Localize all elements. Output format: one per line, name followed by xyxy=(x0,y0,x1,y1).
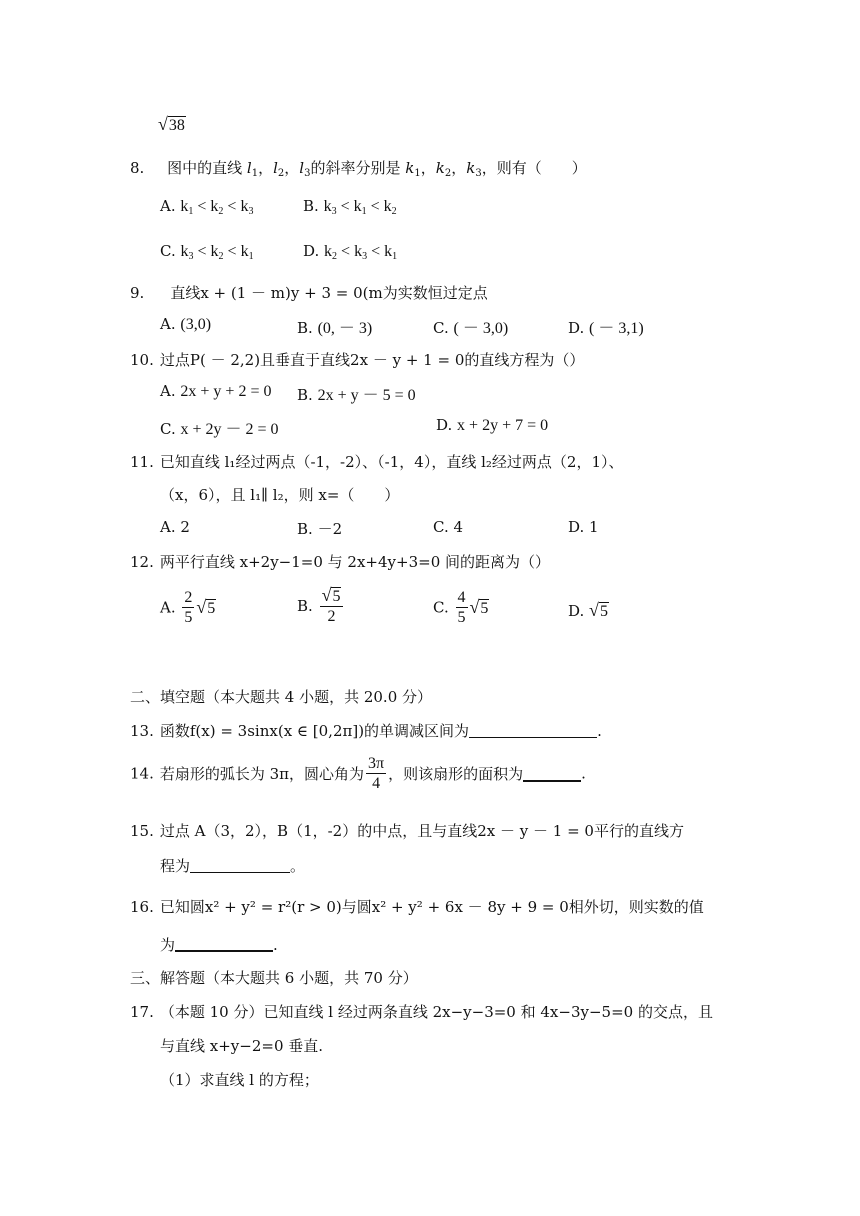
q8-option-c[interactable]: C. $k_3 < k_2 < k_1$ xyxy=(160,242,254,262)
question-11: 11. 已知直线 l₁经过两点（-1，-2）、（-1，4），直线 l₂经过两点（2，1）、 xyxy=(130,453,624,471)
question-14: 14. 若扇形的弧长为 3π，圆心角为 $\frac{3\pi}{4}$ ，则该扇形的面积为 . xyxy=(130,755,586,792)
answer-blank[interactable] xyxy=(175,936,273,952)
question-12: 12. 两平行直线 x+2y−1=0 与 2x+4y+3=0 间的距离为（） xyxy=(130,553,551,571)
q8-option-d[interactable]: D. $k_2 < k_3 < k_1$ xyxy=(303,242,398,262)
question-11-line2: （x，6），且 l₁∥ l₂，则 x=（ ） xyxy=(160,486,400,504)
q11-option-c[interactable]: C. 4 xyxy=(433,518,464,536)
question-8: 8. 图中的直线 $l_1$，$l_2$，$l_3$的斜率分别是 $k_1$，$k_2$，$k_3$，则有（ ） xyxy=(130,159,587,179)
question-9: 9. 直线x + (1 － m)y + 3 = 0(m为实数恒过定点 xyxy=(130,284,488,302)
section-title-fill-in: 二、填空题（本大题共 4 小题，共 20.0 分） xyxy=(130,688,433,706)
question-15: 15. 过点 A（3，2），B（1，-2）的中点，且与直线2x － y － 1 = 0平行的直线方 xyxy=(130,822,684,840)
q10-option-d[interactable]: D. x + 2y + 7 = 0 xyxy=(436,416,549,434)
answer-blank[interactable] xyxy=(190,858,290,873)
question-16: 16. 已知圆x² + y² = r²(r > 0)与圆x² + y² + 6x － 8y + 9 = 0相外切，则实数的值 xyxy=(130,898,704,916)
sqrt-38: √38 xyxy=(158,114,185,134)
q8-option-a[interactable]: A. $k_1 < k_2 < k_3$ xyxy=(160,197,254,217)
q12-option-b[interactable]: B. $\frac{√5}{2}$ xyxy=(297,586,345,626)
q11-option-b[interactable]: B. －2 xyxy=(297,520,343,538)
q12-option-d[interactable]: D. √5 xyxy=(568,600,608,620)
answer-blank[interactable] xyxy=(523,766,581,782)
q11-option-a[interactable]: A. 2 xyxy=(160,518,190,536)
question-16-line2: 为 . xyxy=(160,936,278,954)
q9-option-a[interactable]: A. (3,0) xyxy=(160,315,212,333)
question-number: 8. xyxy=(130,159,145,177)
question-13: 13. 函数f(x) = 3sinx(x ∈ [0,2π])的单调减区间为 . xyxy=(130,722,602,740)
q12-option-c[interactable]: C. $\frac{4}{5}$ √5 xyxy=(433,589,489,626)
q9-option-c[interactable]: C. ( － 3,0) xyxy=(433,319,509,337)
question-17-line2: 与直线 x+y−2=0 垂直. xyxy=(160,1037,324,1055)
question-10: 10. 过点P( － 2,2)且垂直于直线2x － y + 1 = 0的直线方程为（） xyxy=(130,351,585,369)
question-17: 17. （本题 10 分）已知直线 l 经过两条直线 2x−y−3=0 和 4x−3y−5=0 的交点，且 xyxy=(130,1003,713,1021)
answer-blank[interactable] xyxy=(469,723,597,738)
q11-option-d[interactable]: D. 1 xyxy=(568,518,599,536)
q9-option-d[interactable]: D. ( － 3,1) xyxy=(568,319,644,337)
question-17-part1: （1）求直线 l 的方程； xyxy=(160,1071,319,1089)
q8-option-b[interactable]: B. $k_3 < k_1 < k_2$ xyxy=(303,197,397,217)
question-15-line2: 程为 。 xyxy=(160,857,306,875)
q10-option-a[interactable]: A. 2x + y + 2 = 0 xyxy=(160,382,272,400)
q9-option-b[interactable]: B. (0, － 3) xyxy=(297,319,373,337)
section-title-answer: 三、解答题（本大题共 6 小题，共 70 分） xyxy=(130,969,418,987)
q10-option-b[interactable]: B. 2x + y － 5 = 0 xyxy=(297,386,416,404)
q10-option-c[interactable]: C. x + 2y － 2 = 0 xyxy=(160,420,279,438)
q12-option-a[interactable]: A. $\frac{2}{5}$ √5 xyxy=(160,589,216,626)
